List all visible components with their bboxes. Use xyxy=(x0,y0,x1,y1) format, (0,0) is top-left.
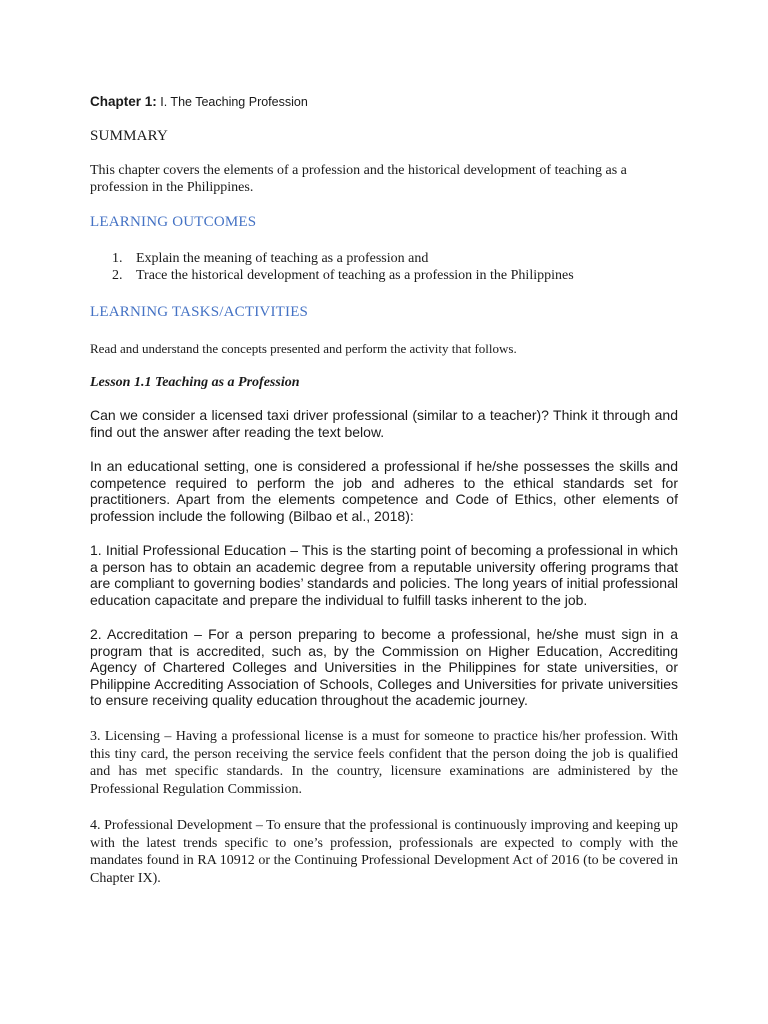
learning-tasks-heading: LEARNING TASKS/ACTIVITIES xyxy=(90,304,309,320)
learning-outcomes-list xyxy=(112,250,574,284)
list-number: 2. xyxy=(112,268,123,283)
chapter-label: Chapter 1: xyxy=(90,94,157,109)
chapter-name: I. The Teaching Profession xyxy=(156,95,308,109)
list-number: 1. xyxy=(112,251,123,266)
lesson-paragraph: 3. Licensing – Having a professional license is a must for someone to practice his/her profession. With this tiny card, the person receiving the service feels confident that the person doing the job is qualified and has met specific standards. In the country, licensure examinations are administered by the Professional Regulation Commission. xyxy=(90,729,678,797)
list-item-text: Trace the historical development of teaching as a profession in the Philippines xyxy=(136,268,574,283)
list-item xyxy=(112,250,574,267)
lesson-paragraph: 2. Accreditation – For a person preparing to become a professional, he/she must sign in a program that is accredited, such as, by the Commission on Higher Education, Accrediting Agency of Chartered Colleges and Universities in the Philippines for state universities, or Philippine Accrediting Association of Schools, Colleges and Universities for private universities to ensure receiving quality education throughout the academic journey. xyxy=(90,626,678,708)
list-item xyxy=(112,267,574,284)
lesson-paragraph: 1. Initial Professional Education – This is the starting point of becoming a professional in which a person has to obtain an academic degree from a reputable university offering programs that are compliant to governing bodies’ standards and policies. The long years of initial professional education capacitate and prepare the individual to fulfill tasks inherent to the job. xyxy=(90,542,678,608)
chapter-title xyxy=(90,93,308,111)
learning-outcomes-heading: LEARNING OUTCOMES xyxy=(90,214,257,230)
learning-tasks-text: Read and understand the concepts presented and perform the activity that follows. xyxy=(90,341,517,356)
lesson-paragraph: In an educational setting, one is considered a professional if he/she possesses the skills and competence required to perform the job and adheres to the ethical standards set for practitioners. Apart from the elements competence and Code of Ethics, other elements of profession include the following (Bilbao et al., 2018): xyxy=(90,458,678,524)
list-item-text: Explain the meaning of teaching as a profession and xyxy=(136,251,429,266)
lesson-paragraph: Can we consider a licensed taxi driver professional (similar to a teacher)? Think it through and find out the answer after reading the text below. xyxy=(90,407,678,440)
summary-heading: SUMMARY xyxy=(90,128,169,144)
lesson-title: Lesson 1.1 Teaching as a Profession xyxy=(90,375,300,390)
lesson-paragraph: 4. Professional Development – To ensure that the professional is continuously improving and keeping up with the latest trends specific to one’s profession, professionals are expected to comply with the mandates found in RA 10912 or the Continuing Professional Development Act of 2016 (to be covered in Chapter IX). xyxy=(90,818,678,886)
summary-text: This chapter covers the elements of a profession and the historical development of teaching as a profession in the Philippines. xyxy=(90,163,627,195)
